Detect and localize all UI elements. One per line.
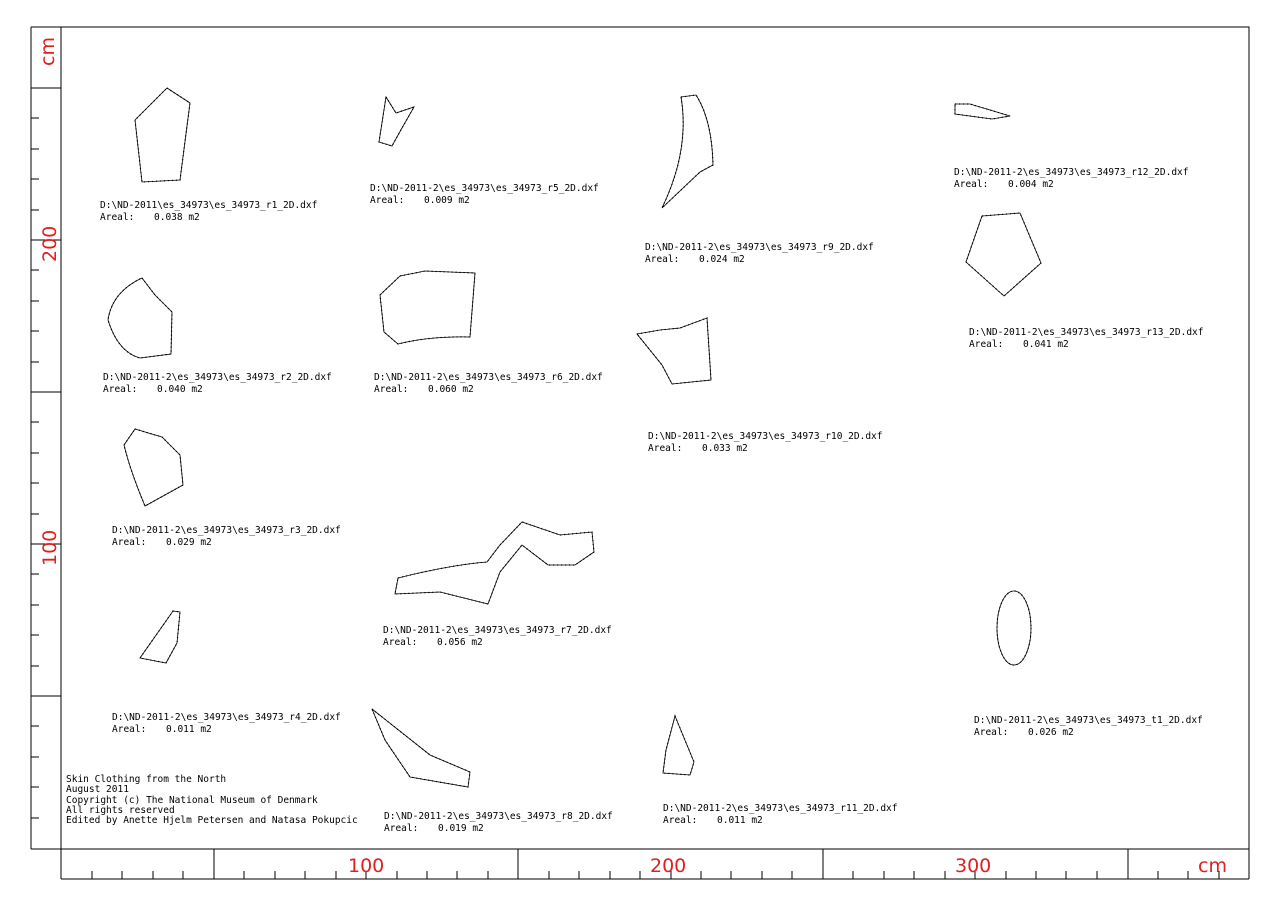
file-path: D:\ND-2011-2\es_34973\es_34973_r7_2D.dxf	[383, 625, 612, 636]
label-r1	[100, 200, 317, 223]
left-ruler-100: 100	[39, 529, 61, 566]
file-path: D:\ND-2011-2\es_34973\es_34973_r2_2D.dxf	[103, 372, 332, 383]
file-path: D:\ND-2011-2\es_34973\es_34973_r3_2D.dxf	[112, 525, 341, 536]
piece-r10	[637, 318, 711, 384]
area-label: Areal:	[370, 195, 405, 206]
area-label: Areal:	[112, 724, 147, 735]
area-label: Areal:	[645, 254, 680, 265]
label-r13	[969, 327, 1204, 350]
bottom-ruler-300: 300	[955, 855, 992, 877]
credits-block	[66, 774, 358, 826]
piece-r3	[124, 429, 183, 506]
bottom-ruler-200: 200	[650, 855, 687, 877]
area-label: Areal:	[374, 384, 409, 395]
bottom-ruler-unit: cm	[1198, 855, 1227, 877]
piece-r4	[140, 611, 180, 663]
file-path: D:\ND-2011-2\es_34973\es_34973_r4_2D.dxf	[112, 712, 341, 723]
piece-r2	[108, 278, 172, 358]
label-r2	[103, 372, 332, 395]
credit-date: August 2011	[66, 784, 129, 795]
file-path: D:\ND-2011-2\es_34973\es_34973_r11_2D.dxf	[663, 803, 898, 814]
piece-r5	[379, 97, 414, 146]
piece-r12	[955, 104, 1010, 119]
bottom-ruler-100: 100	[348, 855, 385, 877]
file-path: D:\ND-2011-2\es_34973\es_34973_r8_2D.dxf	[384, 811, 613, 822]
credit-title: Skin Clothing from the North	[66, 774, 227, 785]
label-r5	[370, 183, 599, 206]
area-label: Areal:	[648, 443, 683, 454]
label-r9	[645, 242, 874, 265]
label-r4	[112, 712, 341, 735]
file-path: D:\ND-2011-2\es_34973\es_34973_r12_2D.dxf	[954, 167, 1189, 178]
file-path: D:\ND-2011-2\es_34973\es_34973_r10_2D.dxf	[648, 431, 883, 442]
piece-r8	[372, 709, 470, 787]
area-label: Areal:	[384, 823, 419, 834]
label-t1	[974, 715, 1203, 738]
left-ruler	[31, 27, 61, 849]
label-r12	[954, 167, 1189, 190]
left-ruler-200: 200	[39, 225, 61, 262]
piece-r13	[966, 213, 1041, 296]
file-path: D:\ND-2011-2\es_34973\es_34973_r6_2D.dxf	[374, 372, 603, 383]
area-value: 0.040 m2	[157, 384, 203, 395]
label-r3	[112, 525, 341, 548]
area-label: Areal:	[969, 339, 1004, 350]
piece-r9	[662, 95, 713, 208]
left-ruler-unit: cm	[37, 37, 59, 66]
area-value: 0.009 m2	[424, 195, 470, 206]
area-value: 0.033 m2	[702, 443, 748, 454]
area-label: Areal:	[112, 537, 147, 548]
area-value: 0.026 m2	[1028, 727, 1074, 738]
file-path: D:\ND-2011-2\es_34973\es_34973_t1_2D.dxf	[974, 715, 1203, 726]
piece-r11	[663, 716, 694, 775]
piece-labels	[100, 167, 1204, 834]
piece-r7	[395, 522, 594, 604]
label-r8	[384, 811, 613, 834]
piece-r1	[135, 88, 190, 182]
area-value: 0.024 m2	[699, 254, 745, 265]
piece-r6	[380, 271, 475, 344]
file-path: D:\ND-2011-2\es_34973\es_34973_r13_2D.dxf	[969, 327, 1204, 338]
area-value: 0.004 m2	[1008, 179, 1054, 190]
area-label: Areal:	[954, 179, 989, 190]
credit-rights: All rights reserved	[66, 805, 175, 816]
file-path: D:\ND-2011\es_34973\es_34973_r1_2D.dxf	[100, 200, 318, 211]
area-value: 0.029 m2	[166, 537, 212, 548]
area-label: Areal:	[103, 384, 138, 395]
file-path: D:\ND-2011-2\es_34973\es_34973_r9_2D.dxf	[645, 242, 874, 253]
credit-copyright: Copyright (c) The National Museum of Denmark	[66, 795, 318, 806]
area-value: 0.011 m2	[166, 724, 212, 735]
area-value: 0.019 m2	[438, 823, 484, 834]
area-value: 0.041 m2	[1023, 339, 1069, 350]
file-path: D:\ND-2011-2\es_34973\es_34973_r5_2D.dxf	[370, 183, 599, 194]
area-label: Areal:	[100, 212, 135, 223]
label-r6	[374, 372, 603, 395]
label-r11	[663, 803, 898, 826]
piece-t1	[997, 591, 1031, 665]
area-value: 0.038 m2	[154, 212, 200, 223]
area-label: Areal:	[663, 815, 698, 826]
area-value: 0.056 m2	[437, 637, 483, 648]
area-label: Areal:	[383, 637, 418, 648]
area-value: 0.060 m2	[428, 384, 474, 395]
credit-editors: Edited by Anette Hjelm Petersen and Natasa Pokupcic	[66, 815, 358, 826]
label-r10	[648, 431, 883, 454]
area-value: 0.011 m2	[717, 815, 763, 826]
area-label: Areal:	[974, 727, 1009, 738]
label-r7	[383, 625, 612, 648]
